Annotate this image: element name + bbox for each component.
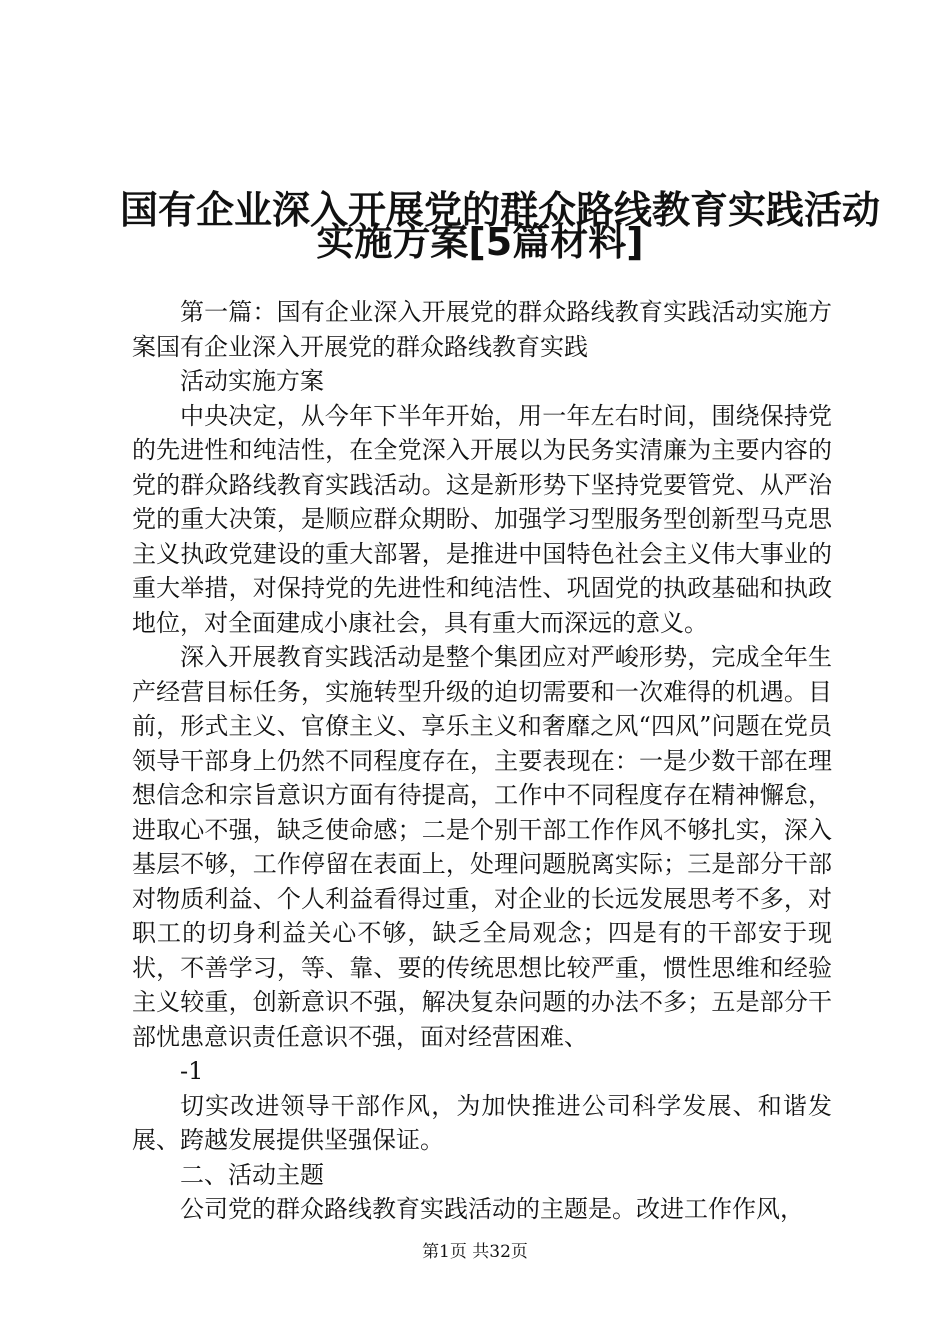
page-footer: 第1页 共32页 — [422, 1242, 528, 1262]
paragraph: 活动实施方案 — [180, 367, 324, 395]
document-title-line-1: 国有企业深入开展党的群众路线教育实践活动 — [120, 188, 881, 232]
section-heading: 二、活动主题 — [180, 1160, 324, 1189]
paragraph: 中央决定，从今年下半年开始，用一年左右时间，围绕保持党的先进性和纯洁性，在全党深入开展以为民务实清廉为主要内容的党的群众路线教育实践活动。这是新形势下坚持党要管党、从严治党的重大决策，是顺应群众期盼、加强学习型服务型创新型马克思主义执政党建设的重大部署，是推进中国特色社会主义伟大事业的重大举措，对保持党的先进性和纯洁性、巩固党的执政基础和执政地位，对全面建成小康社会，具有重大而深远的意义。 — [132, 401, 832, 637]
paragraph: 第一篇：国有企业深入开展党的群众路线教育实践活动实施方案国有企业深入开展党的群众路线教育实践 — [132, 298, 832, 361]
paragraph: 深入开展教育实践活动是整个集团应对严峻形势，完成全年生产经营目标任务，实施转型升级的迫切需要和一次难得的机遇。目前，形式主义、官僚主义、享乐主义和奢靡之风“四风”问题在党员领导干部身上仍然不同程度存在，主要表现在：一是少数干部在理想信念和宗旨意识方面有待提高，工作中不同程度存在精神懈怠，进取心不强，缺乏使命感；二是个别干部工作作风不够扎实，深入基层不够，工作停留在表面上，处理问题脱离实际；三是部分干部对物质利益、个人利益看得过重，对企业的长远发展思考不多，对职工的切身利益关心不够，缺乏全局观念；四是有的干部安于现状，不善学习，等、靠、要的传统思想比较严重，惯性思维和经验主义较重，创新意识不强，解决复杂问题的办法不多；五是部分干部忧患意识责任意识不强，面对经营困难、 — [132, 643, 832, 1051]
page-marker: -1 — [180, 1057, 204, 1085]
document-title-line-2: 实施方案[5篇材料] — [316, 220, 644, 264]
paragraph: 公司党的群众路线教育实践活动的主题是。改进工作作风， — [180, 1195, 804, 1223]
document-body — [132, 295, 832, 1227]
paragraph: 切实改进领导干部作风，为加快推进公司科学发展、和谐发展、跨越发展提供坚强保证。 — [132, 1091, 832, 1154]
